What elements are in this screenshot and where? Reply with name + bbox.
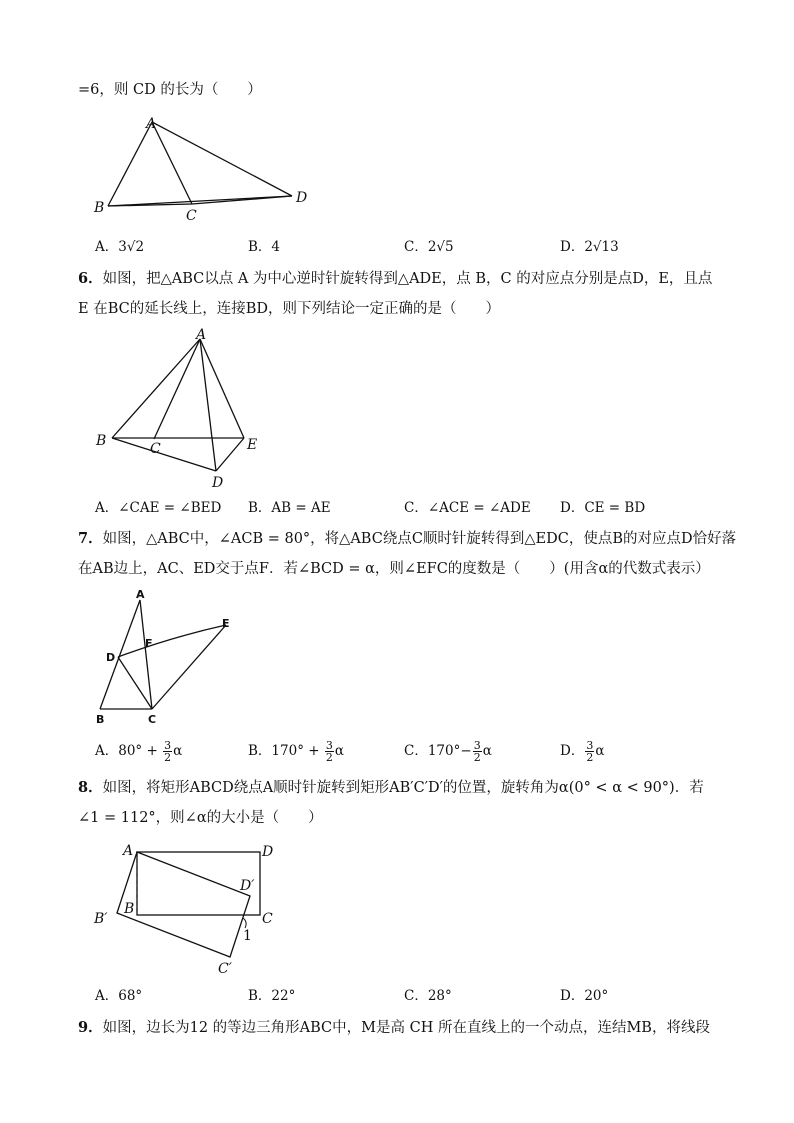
q6-label-e: E (247, 437, 258, 453)
q8-label-d-prime: D′ (240, 878, 255, 894)
q7-option-c-post: α (482, 743, 492, 759)
q6-label-b: B (96, 433, 107, 449)
q6-option-d-letter: D． (560, 500, 585, 516)
q8-number: 8． (78, 779, 103, 796)
q5-option-a-value: 3√2 (118, 239, 145, 255)
q6-stem-line-1 (78, 269, 712, 289)
q9-number: 9． (78, 1019, 103, 1036)
q7-label-f: F (145, 637, 153, 650)
q6-option-c-value: ∠ACE = ∠ADE (427, 500, 531, 516)
q7-option-b[interactable] (248, 740, 344, 763)
q6-number: 6． (78, 270, 103, 287)
q7-option-d-letter: D． (560, 743, 585, 759)
q7-option-c-pre: 170°− (427, 743, 472, 759)
q7-label-b: B (96, 713, 105, 726)
q5-option-d-letter: D． (560, 239, 585, 255)
q8-option-a-value: 68° (118, 988, 143, 1004)
q7-option-c-letter: C． (404, 743, 428, 759)
q8-label-angle-1: 1 (243, 928, 252, 944)
q7-option-d-fraction (585, 740, 594, 763)
q5-option-b-letter: B． (248, 239, 272, 255)
q8-label-c-prime: C′ (218, 961, 232, 977)
q6-option-a-letter: A． (95, 500, 119, 516)
q5-text-tail: =6，则 CD 的长为（ ） (78, 82, 262, 98)
q8-label-b-prime: B′ (94, 911, 108, 927)
q7-option-c-fraction (473, 740, 482, 763)
q8-option-b-value: 22° (271, 988, 296, 1004)
q7-option-b-pre: 170° + (271, 743, 324, 759)
q6-figure (92, 327, 272, 497)
q5-option-a-letter: A． (95, 239, 119, 255)
q7-option-a-fraction (163, 740, 172, 763)
q6-option-b[interactable] (248, 498, 331, 518)
q7-option-a-post: α (173, 743, 183, 759)
q8-option-d-letter: D． (560, 988, 585, 1004)
q7-option-d-denominator: 2 (586, 751, 594, 764)
q7-number: 7． (78, 530, 103, 547)
q7-label-c: C (148, 713, 157, 726)
q5-option-c-letter: C． (404, 239, 428, 255)
q8-option-c-letter: C． (404, 988, 428, 1004)
q5-option-a[interactable] (95, 237, 144, 257)
q5-option-b-value: 4 (271, 239, 281, 255)
q8-stem-line-1 (78, 778, 704, 798)
q6-label-c: C (150, 441, 161, 457)
q7-option-b-numerator: 3 (325, 739, 333, 752)
q7-option-a-letter: A． (95, 743, 119, 759)
q5-option-c[interactable] (404, 237, 454, 257)
q8-label-b: B (124, 901, 135, 917)
q7-label-d: D (106, 651, 116, 664)
q7-option-a-pre: 80° + (118, 743, 163, 759)
q8-option-d-value: 20° (584, 988, 609, 1004)
q7-option-a-numerator: 3 (164, 739, 172, 752)
q7-option-d-post: α (595, 743, 605, 759)
q5-label-a: A (146, 116, 157, 132)
q7-stem-line-1 (78, 529, 736, 549)
q5-label-d: D (296, 190, 308, 206)
q5-option-d-value: 2√13 (584, 239, 619, 255)
q6-option-b-letter: B． (248, 500, 272, 516)
q7-option-b-fraction (325, 740, 334, 763)
q5-label-b: B (94, 200, 105, 216)
q7-option-d[interactable] (560, 740, 604, 763)
q8-label-d: D (262, 844, 274, 860)
q6-option-a-value: ∠CAE = ∠BED (118, 500, 222, 516)
q7-option-c-denominator: 2 (473, 751, 481, 764)
q7-option-c-numerator: 3 (473, 739, 481, 752)
q8-option-b[interactable] (248, 986, 295, 1006)
q7-option-b-denominator: 2 (325, 751, 333, 764)
q6-stem-text-1: 如图，把△ABC以点 A 为中心逆时针旋转得到△ADE，点 B，C 的对应点分别是点D，E，且点 (102, 271, 713, 287)
q5-figure (90, 112, 330, 227)
q8-option-a-letter: A． (95, 988, 119, 1004)
q6-option-d-value: CE = BD (584, 500, 646, 516)
q7-option-b-letter: B． (248, 743, 272, 759)
q8-stem-text-1: 如图，将矩形ABCD绕点A顺时针旋转到矩形AB′C′D′的位置，旋转角为α(0° < α < 90°)．若 (102, 780, 704, 796)
q6-option-b-value: AB = AE (271, 500, 331, 516)
q6-label-d: D (212, 475, 224, 491)
q6-option-d[interactable] (560, 498, 645, 518)
q8-label-c: C (262, 911, 273, 927)
q6-label-a: A (196, 327, 207, 343)
q7-figure (92, 585, 242, 725)
q7-stem-text-1: 如图，△ABC中，∠ACB = 80°，将△ABC绕点C顺时针旋转得到△EDC，使点B的对应点D恰好落 (102, 531, 737, 547)
q6-option-a[interactable] (95, 498, 221, 518)
q5-label-c: C (186, 208, 197, 224)
q8-option-b-letter: B． (248, 988, 272, 1004)
q5-option-b[interactable] (248, 237, 280, 257)
q9-stem-text-1: 如图，边长为12 的等边三角形ABC中，M是高 CH 所在直线上的一个动点，连结MB，将线段 (102, 1020, 710, 1036)
q6-stem-line-2: E 在BC的延长线上，连接BD，则下列结论一定正确的是（ ） (78, 301, 500, 317)
q8-option-c[interactable] (404, 986, 452, 1006)
q6-option-c-letter: C． (404, 500, 428, 516)
q6-option-c[interactable] (404, 498, 531, 518)
q8-option-d[interactable] (560, 986, 608, 1006)
q7-option-c[interactable] (404, 740, 492, 763)
q8-label-a: A (123, 843, 134, 859)
q7-label-a: A (136, 588, 145, 601)
q9-stem-line-1 (78, 1018, 710, 1038)
q5-option-d[interactable] (560, 237, 619, 257)
q7-label-e: E (222, 617, 230, 630)
q8-figure (90, 836, 290, 981)
q7-option-a-denominator: 2 (164, 751, 172, 764)
q8-stem-line-2: ∠1 = 112°，则∠α的大小是（ ） (78, 810, 323, 826)
q5-option-c-value: 2√5 (427, 239, 454, 255)
q7-option-d-numerator: 3 (586, 739, 594, 752)
q7-option-a[interactable] (95, 740, 182, 763)
q7-stem-line-2: 在AB边上，AC、ED交于点F．若∠BCD = α，则∠EFC的度数是（ ）(用含α的代数式表示） (78, 561, 710, 577)
q8-option-a[interactable] (95, 986, 142, 1006)
q8-option-c-value: 28° (427, 988, 452, 1004)
q7-option-b-post: α (334, 743, 344, 759)
